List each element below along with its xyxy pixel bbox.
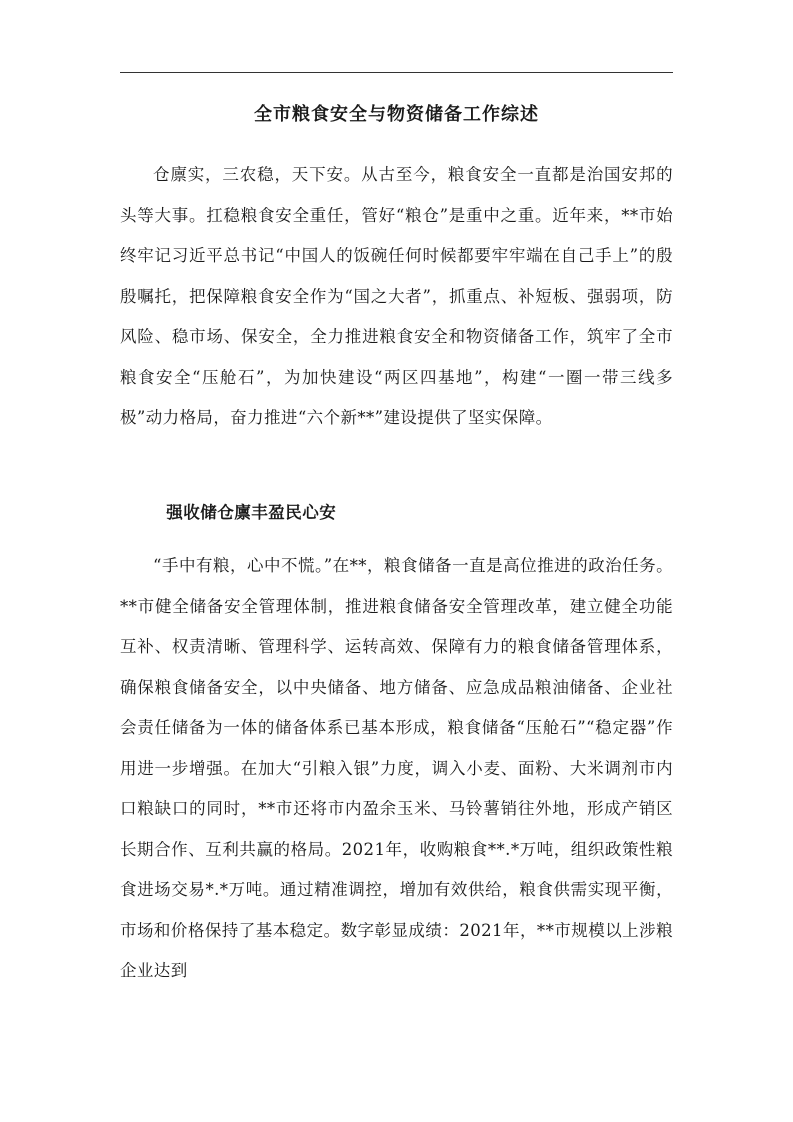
intro-section [120,155,673,439]
section-paragraph: “手中有粮，心中不慌。”在**，粮食储备一直是高位推进的政治任务。**市健全储备安全管理体制，推进粮食储备安全管理改革，建立健全功能互补、权责清晰、管理科学、运转高效、保障有力的粮食储备管理体系，确保粮食储备安全，以中央储备、地方储备、应急成品粮油储备、企业社会责任储备为一体的储备体系已基本形成，粮食储备“压舱石”“稳定器”作用进一步增强。在加大“引粮入银”力度，调入小麦、面粉、大米调剂市内口粮缺口的同时，**市还将市内盈余玉米、马铃薯销往外地，形成产销区长期合作、互利共赢的格局。2021年，收购粮食**.*万吨，组织政策性粮食进场交易*.*万吨。通过精准调控，增加有效供给，粮食供需实现平衡，市场和价格保持了基本稳定。数字彰显成绩：2021年，**市规模以上涉粮企业达到 [120,556,673,980]
section-heading: 强收储仓廪丰盈民心安 [166,503,337,522]
document-title: 全市粮食安全与物资储备工作综述 [254,104,539,125]
section-body [120,546,673,992]
header-rule [120,72,673,73]
intro-paragraph: 仓廪实，三农稳，天下安。从古至今，粮食安全一直都是治国安邦的头等大事。扛稳粮食安全重任，管好“粮仓”是重中之重。近年来，**市始终牢记习近平总书记“中国人的饭碗任何时候都要牢牢端在自己手上”的殷殷嘱托，把保障粮食安全作为“国之大者”，抓重点、补短板、强弱项，防风险、稳市场、保安全，全力推进粮食安全和物资储备工作，筑牢了全市粮食安全“压舱石”，为加快建设“两区四基地”，构建“一圈一带三线多极”动力格局，奋力推进“六个新**”建设提供了坚实保障。 [120,165,673,427]
